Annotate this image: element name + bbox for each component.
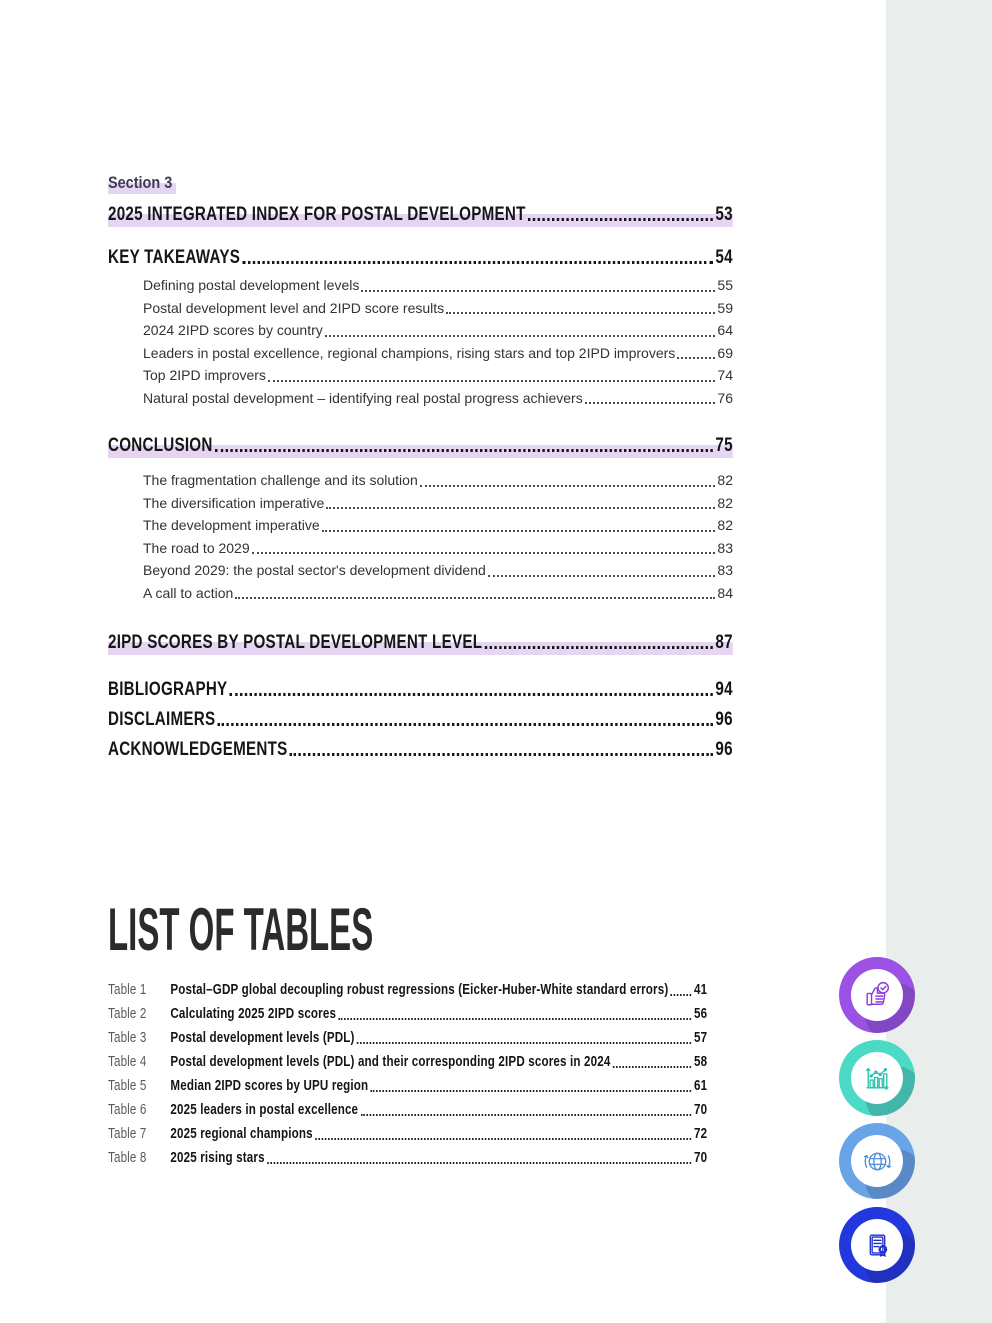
table-entry-number: Table 3	[108, 1030, 147, 1046]
toc-subentry-page: 82	[717, 494, 733, 511]
toc-subentry-label: 2024 2IPD scores by country	[143, 322, 323, 338]
table-entry-page: 61	[693, 1078, 708, 1094]
toc-entry-2025-integrated-index[interactable]	[108, 202, 733, 228]
toc-subentry-page: 74	[717, 367, 733, 383]
toc-subentry[interactable]	[108, 582, 733, 605]
toc-subentry[interactable]	[108, 297, 733, 320]
globe-network-icon	[851, 1135, 903, 1187]
table-entry-title: Median 2IPD scores by UPU region	[170, 1078, 369, 1094]
section-label-row	[108, 172, 733, 194]
badge-certificate	[839, 1207, 915, 1283]
dot-leader	[230, 693, 713, 696]
dot-leader	[290, 753, 713, 756]
toc-subentry-label: Top 2IPD improvers	[143, 367, 266, 383]
table-entry[interactable]	[108, 1146, 707, 1170]
dot-leader	[242, 261, 713, 264]
table-entry-number: Table 8	[108, 1150, 147, 1166]
table-entry-title: Calculating 2025 2IPD scores	[170, 1006, 337, 1022]
dot-leader	[446, 312, 715, 314]
dot-leader	[677, 357, 715, 359]
toc-subentry-page: 83	[717, 562, 733, 578]
table-entry-number: Table 6	[108, 1102, 147, 1118]
toc-entry-acknowledgements[interactable]	[108, 738, 733, 762]
toc-subentry-label: A call to action	[143, 584, 234, 601]
table-entry-number: Table 2	[108, 1006, 147, 1022]
table-entry-page: 56	[693, 1006, 708, 1022]
toc-entry-label: DISCLAIMERS	[108, 709, 216, 730]
table-entry-title: Postal development levels (PDL) and their corresponding 2IPD scores in 2024	[170, 1054, 611, 1070]
table-entry[interactable]	[108, 1074, 707, 1098]
list-of-tables-entries	[108, 978, 733, 1170]
table-entry-page: 57	[693, 1030, 708, 1046]
toc-subentry-page: 76	[717, 389, 733, 406]
toc-subentry-page: 59	[717, 299, 733, 316]
table-entry[interactable]	[108, 978, 707, 1002]
badge-bar-chart	[839, 1040, 915, 1116]
key-takeaways-subentries	[108, 274, 733, 409]
toc-entry-bibliography[interactable]	[108, 678, 733, 702]
toc-entry-label: BIBLIOGRAPHY	[108, 679, 228, 700]
toc-subentry-page: 82	[717, 517, 733, 533]
toc-subentry-label: Natural postal development – identifying real postal progress achievers	[143, 389, 583, 406]
toc-subentry-page: 55	[717, 277, 733, 293]
toc-subentry-label: Beyond 2029: the postal sector's development dividend	[143, 562, 486, 578]
toc-entry-page: 54	[715, 247, 733, 268]
toc-subentry-page: 84	[717, 584, 733, 601]
dot-leader	[325, 335, 716, 337]
toc-subentry[interactable]	[108, 492, 733, 515]
toc-subentry[interactable]	[108, 537, 733, 560]
badge-globe	[839, 1123, 915, 1199]
table-entry-title: Postal–GDP global decoupling robust regressions (Eicker-Huber-White standard errors)	[170, 982, 669, 998]
toc-entry-page: 96	[715, 739, 733, 760]
table-entry-page: 70	[693, 1102, 708, 1118]
toc-subentry[interactable]	[108, 387, 733, 410]
toc-subentry-label: The development imperative	[143, 517, 320, 533]
dot-leader	[488, 575, 716, 577]
table-entry-title: Postal development levels (PDL)	[170, 1030, 355, 1046]
toc-entry-page: 53	[715, 204, 733, 225]
dot-leader	[361, 1114, 692, 1116]
certificate-document-icon	[851, 1219, 903, 1271]
toc-entry-page: 75	[715, 435, 733, 456]
toc-subentry[interactable]	[108, 319, 733, 342]
list-of-tables-title: LIST OF TABLES	[108, 896, 374, 963]
table-entry-title: 2025 leaders in postal excellence	[170, 1102, 359, 1118]
dot-leader	[585, 402, 716, 404]
dot-leader	[267, 1162, 691, 1164]
toc-entry-label: ACKNOWLEDGEMENTS	[108, 739, 288, 760]
toc-subentry[interactable]	[108, 274, 733, 297]
dot-leader	[326, 507, 715, 509]
toc-entry-conclusion[interactable]	[108, 433, 733, 459]
table-entry-page: 58	[693, 1054, 708, 1070]
toc-entry-page: 94	[715, 679, 733, 700]
dot-leader	[322, 530, 716, 532]
dot-leader	[315, 1138, 691, 1140]
dot-leader	[485, 646, 713, 649]
table-entry-page: 72	[693, 1126, 708, 1142]
toc-entry-label: 2025 INTEGRATED INDEX FOR POSTAL DEVELOPMENT	[108, 204, 526, 225]
table-entry-number: Table 7	[108, 1126, 147, 1142]
toc-entry-label: 2IPD SCORES BY POSTAL DEVELOPMENT LEVEL	[108, 632, 483, 653]
toc-entry-label: KEY TAKEAWAYS	[108, 247, 241, 268]
dot-leader	[361, 290, 715, 292]
toc-subentry-label: Leaders in postal excellence, regional champions, rising stars and top 2IPD improvers	[143, 344, 676, 361]
dot-leader	[338, 1018, 691, 1020]
toc-subentry-label: The diversification imperative	[143, 494, 325, 511]
toc-entry-label: CONCLUSION	[108, 435, 213, 456]
table-entry[interactable]	[108, 1098, 707, 1122]
bar-chart-growth-icon	[851, 1052, 903, 1104]
table-entry-number: Table 5	[108, 1078, 147, 1094]
dot-leader	[235, 597, 715, 599]
toc-subentry[interactable]	[108, 469, 733, 492]
badge-thumbs-up	[839, 957, 915, 1033]
toc-subentry[interactable]	[108, 514, 733, 537]
toc-entry-2ipd-scores-by-pdl[interactable]	[108, 630, 733, 656]
dot-leader	[528, 218, 713, 221]
toc-subentry-label: Postal development level and 2IPD score results	[143, 299, 445, 316]
table-entry[interactable]	[108, 1002, 707, 1026]
section-label: Section 3	[108, 173, 173, 192]
table-entry-page: 41	[693, 982, 708, 998]
table-entry-number: Table 4	[108, 1054, 147, 1070]
dot-leader	[252, 552, 716, 554]
toc-subentry[interactable]	[108, 342, 733, 365]
table-entry[interactable]	[108, 1122, 707, 1146]
conclusion-subentries	[108, 469, 733, 604]
toc-subentry-page: 69	[717, 344, 733, 361]
table-entry[interactable]	[108, 1026, 707, 1050]
table-entry-number: Table 1	[108, 982, 147, 998]
toc-subentry-label: The fragmentation challenge and its solution	[143, 472, 418, 488]
toc-subentry-label: The road to 2029	[143, 539, 250, 556]
toc-entry-disclaimers[interactable]	[108, 708, 733, 732]
thumbs-up-check-icon	[851, 969, 903, 1021]
dot-leader	[613, 1066, 692, 1068]
dot-leader	[371, 1090, 692, 1092]
dot-leader	[420, 485, 716, 487]
table-entry-title: 2025 regional champions	[170, 1126, 313, 1142]
table-entry-title: 2025 rising stars	[170, 1150, 265, 1166]
dot-leader	[218, 723, 713, 726]
toc-entry-key-takeaways[interactable]	[108, 246, 733, 270]
toc-subentry[interactable]	[108, 559, 733, 582]
table-entry[interactable]	[108, 1050, 707, 1074]
toc-subentry-page: 64	[717, 322, 733, 338]
right-margin-strip	[886, 0, 992, 1323]
dot-leader	[268, 380, 715, 382]
toc-entry-page: 87	[715, 632, 733, 653]
dot-leader	[671, 994, 692, 996]
toc-subentry-page: 82	[717, 472, 733, 488]
toc-subentry-label: Defining postal development levels	[143, 277, 360, 293]
toc-page-content	[108, 0, 733, 1170]
toc-entry-page: 96	[715, 709, 733, 730]
toc-subentry[interactable]	[108, 364, 733, 387]
toc-subentry-page: 83	[717, 539, 733, 556]
dot-leader	[357, 1042, 692, 1044]
table-entry-page: 70	[693, 1150, 708, 1166]
dot-leader	[215, 449, 713, 452]
